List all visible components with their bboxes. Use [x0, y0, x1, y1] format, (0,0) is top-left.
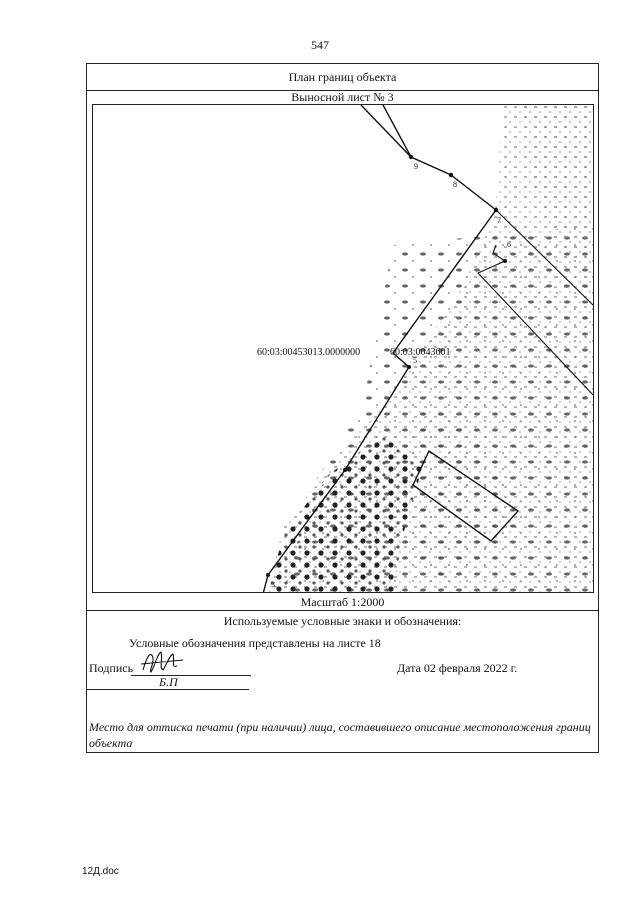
point-label: 3	[271, 580, 275, 589]
signature-date: Дата 02 февраля 2022 г.	[397, 661, 518, 675]
point-label: 5	[413, 356, 417, 365]
footer-file-name: 12Д.doc	[82, 866, 119, 877]
page-number: 547	[311, 38, 329, 52]
legend-note: Условные обозначения представлены на листе 18	[129, 636, 381, 650]
point-label: 7	[497, 216, 501, 225]
parcel-number-right: 60:03:0043601	[390, 347, 451, 358]
stamp-place-note: Место для оттиска печати (при наличии) лица, составившего описание местоположения границ объекта	[89, 720, 591, 750]
signature-label: Подпись	[89, 661, 134, 675]
parcel-number-left: 60:03:0045301З.0000000	[257, 347, 361, 358]
handwritten-signature	[139, 646, 185, 676]
point-label: 8	[453, 180, 457, 189]
sheet-title: Выносной лист № 3	[291, 90, 394, 104]
boundary-plan-frame	[86, 63, 599, 753]
point-label: 6	[507, 240, 511, 249]
map-drawing	[93, 105, 594, 593]
point-label: 9	[414, 162, 418, 171]
signature-decode: Б.П	[159, 675, 178, 689]
plan-title: План границ объекта	[87, 64, 598, 91]
point-label: 4	[347, 476, 351, 485]
legend-title: Используемые условные знаки и обозначения:	[223, 614, 462, 628]
decode-line	[87, 689, 249, 690]
map-area	[92, 104, 594, 593]
map-scale: Масштаб 1:2000	[87, 594, 598, 611]
